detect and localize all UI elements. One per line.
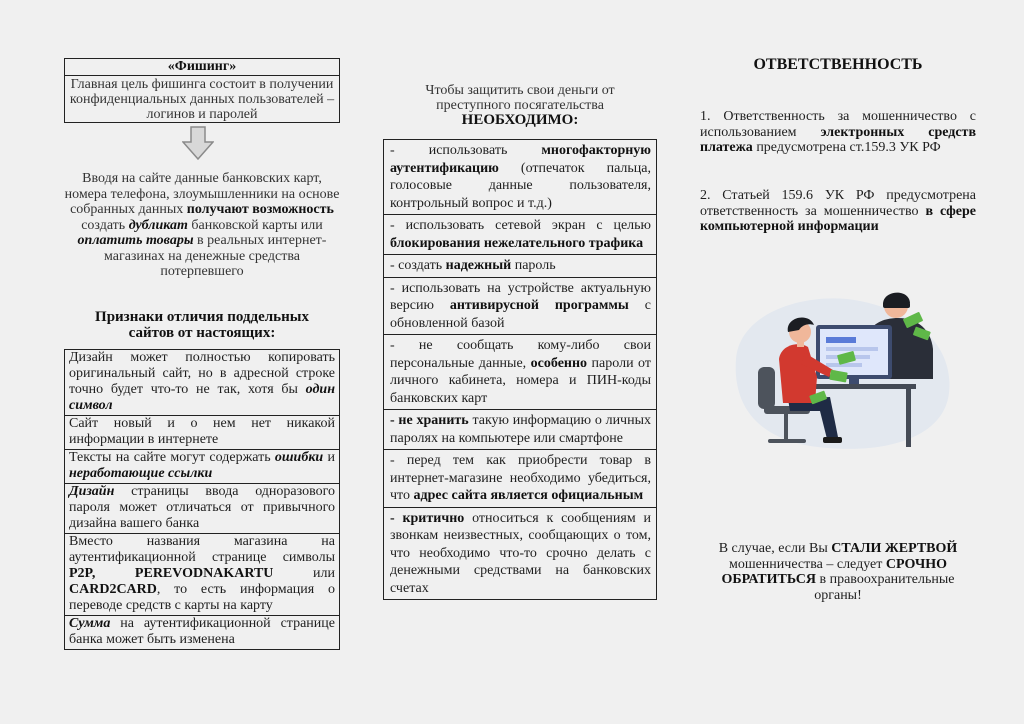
emphasized-text: P2P, PEREVODNAKARTU: [69, 566, 274, 581]
text-run: - использовать сетевой экран с целью: [390, 218, 651, 233]
emphasized-text: адрес сайта является официальным: [413, 488, 644, 503]
text-run: - создать: [390, 258, 446, 273]
emphasized-text: оплатить товары: [77, 233, 194, 248]
emphasized-text: - критично: [390, 510, 465, 526]
text-run: - использовать на устройстве актуальную версию: [390, 280, 651, 313]
text-run: такую информацию о личных паролях на компьютере или смартфоне: [390, 413, 651, 446]
table-row: [65, 533, 339, 615]
emphasized-text: СТАЛИ ЖЕРТВОЙ: [831, 541, 958, 556]
text-run: В случае, если Вы: [718, 541, 832, 556]
table-row: [384, 409, 656, 449]
text-run: - перед тем как приобрести товар в интернет-магазине необходимо убедиться, что: [390, 453, 651, 503]
phishing-definition: Главная цель фишинга состоит в получении конфиденциальных данных пользователей – логинов и паролей: [69, 77, 335, 122]
table-row: [384, 140, 656, 214]
emphasized-text: многофакторную аутентификацию: [390, 143, 651, 176]
table-row: [65, 415, 339, 449]
down-arrow-icon: [182, 126, 214, 160]
emphasized-text: - не хранить: [390, 413, 469, 428]
text-run: Вместо названия магазина на аутентификационной странице символы: [69, 534, 335, 565]
emphasized-text: антивирусной программы: [449, 298, 629, 313]
text-run: мошенничества – следует: [728, 556, 886, 572]
emphasized-text: электронных средств платежа: [700, 124, 976, 155]
emphasized-text: СРОЧНО ОБРАТИТЬСЯ: [721, 556, 948, 587]
text-run: относиться к сообщениям и звонкам неизвестных, сообщающих о том, что необходимо что-то срочно делать с денежными средствами на банковских счетах: [390, 510, 651, 596]
emphasized-text: дубликат: [128, 217, 188, 233]
emphasized-text: в сфере компьютерной информации: [700, 203, 976, 234]
table-row: [65, 350, 339, 415]
emphasized-text: Сумма: [69, 616, 111, 631]
hacker-stealing-money-illustration: [718, 287, 954, 453]
responsibility-item: [700, 109, 976, 156]
emphasized-text: особенно: [530, 355, 588, 371]
table-row: [384, 277, 656, 335]
text-run: Вводя на сайте данные банковских карт, номера телефона, злоумышленники на основе собранных данных: [64, 171, 340, 217]
protection-measures-table: [383, 139, 657, 600]
text-run: Дизайн может полностью копировать оригинальный сайт, но в адресной строке точно будет что-то не так, хотя бы: [69, 350, 335, 397]
emphasized-text: Дизайн: [69, 484, 115, 499]
text-run: (отпечаток пальца, голосовые данные пользователя, контрольный вопрос и т.д.): [390, 160, 651, 211]
text-run: 1. Ответственность за мошенничество с использованием: [700, 109, 976, 140]
text-run: пароль: [511, 258, 556, 273]
text-run: , то есть информация о переводе средств с карты на карту: [69, 582, 335, 613]
text-run: с обновленной базой: [390, 298, 651, 331]
text-run: Тексты на сайте могут содержать: [69, 450, 275, 465]
emphasized-text: один символ: [69, 382, 335, 413]
fraud-consequences-text: [64, 171, 340, 280]
text-run: создать: [81, 217, 129, 233]
table-row: [384, 334, 656, 409]
table-row: [65, 449, 339, 483]
emphasized-text: неработающие ссылки: [69, 466, 213, 481]
emphasized-text: надежный: [445, 258, 512, 273]
text-run: - не сообщать кому-либо свои персональные данные,: [390, 338, 651, 371]
text-run: Сайт новый и о нем нет никакой информации в интернете: [69, 416, 335, 447]
table-row: [384, 449, 656, 507]
text-run: предусмотрена ст.159.3 УК РФ: [752, 140, 941, 155]
victim-callout: [700, 541, 976, 603]
emphasized-text: НЕОБХОДИМО:: [461, 112, 579, 128]
text-run: 2. Статьей 159.6 УК РФ предусмотрена ответственность за мошенничество: [700, 188, 976, 219]
text-run: страницы ввода одноразового пароля может отличаться от привычного дизайна вашего банка: [69, 484, 335, 531]
protection-intro: [400, 83, 640, 128]
table-row: [65, 483, 339, 533]
text-run: или: [273, 566, 335, 581]
text-run: на аутентификационной странице банка может быть изменена: [69, 616, 335, 647]
fake-site-signs-table: [64, 349, 340, 650]
emphasized-text: блокирования нежелательного трафика: [390, 235, 644, 251]
emphasized-text: CARD2CARD: [69, 582, 157, 597]
emphasized-text: ошибки: [274, 450, 324, 465]
text-run: в реальных интернет-магазинах на денежные средства потерпевшего: [103, 233, 327, 279]
text-run: в правоохранительные органы!: [814, 572, 955, 603]
table-row: [65, 615, 339, 649]
table-row: [384, 214, 656, 254]
text-run: и: [323, 450, 335, 465]
responsibility-heading: ОТВЕТСТВЕННОСТЬ: [753, 56, 923, 73]
phishing-definition-box: [64, 58, 340, 123]
phishing-title: «Фишинг»: [65, 59, 339, 76]
text-run: пароли от личного кабинета, номера и ПИН-коды банковских карт: [390, 355, 651, 406]
text-run: - использовать: [390, 143, 542, 158]
table-row: [384, 254, 656, 277]
text-run: банковской карты или: [187, 217, 323, 233]
responsibility-item: [700, 188, 976, 235]
text-run: Чтобы защитить свои деньги от преступного посягательства: [425, 83, 615, 113]
emphasized-text: получают возможность: [186, 202, 334, 217]
fake-site-signs-heading: Признаки отличия поддельных сайтов от настоящих:: [95, 309, 309, 341]
table-row: [384, 507, 656, 600]
